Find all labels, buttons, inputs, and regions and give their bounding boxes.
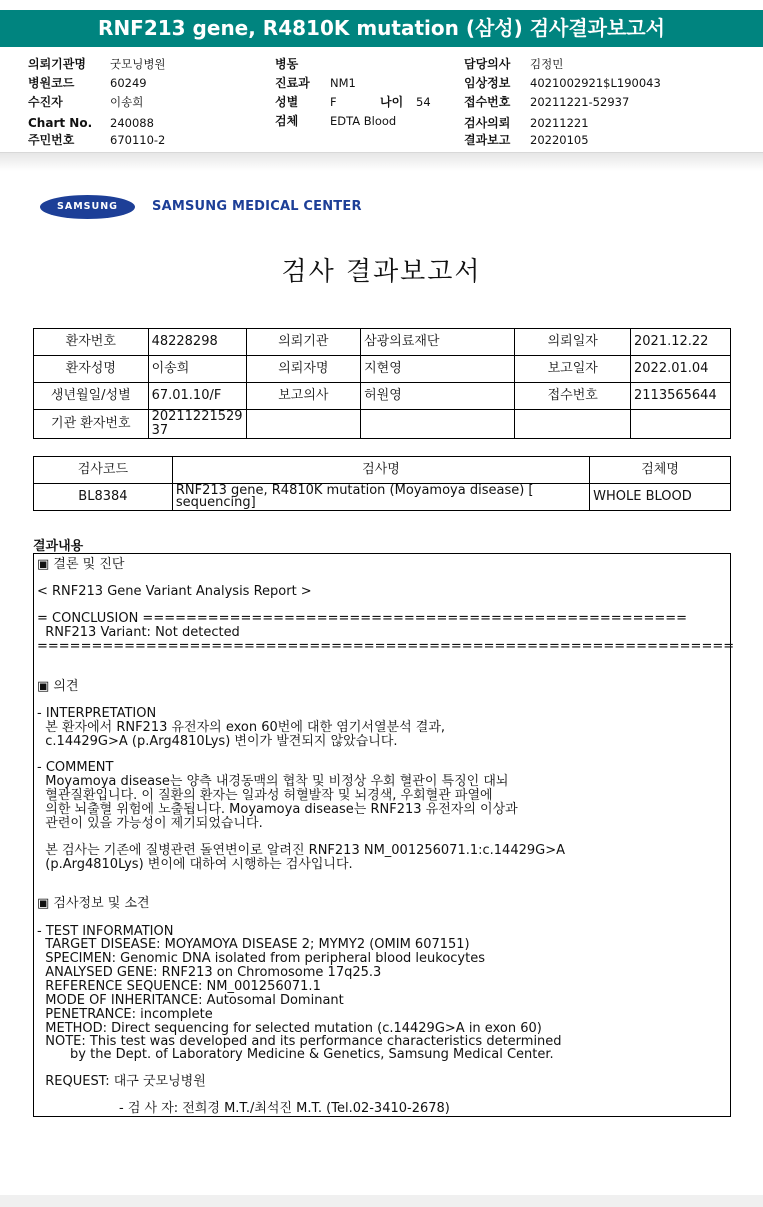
table-row <box>34 410 731 439</box>
table-cell: 의뢰자명 <box>246 356 361 383</box>
table-header: 검사명 <box>172 457 589 484</box>
table-header: 검사코드 <box>34 457 173 484</box>
doctor-label: 담당의사 <box>464 57 511 71</box>
specimen-value: EDTA Blood <box>330 114 397 128</box>
specimen-label: 검체 <box>275 114 299 128</box>
table-cell <box>361 410 515 439</box>
result-line: Moyamoya disease는 양측 내경동맥의 협착 및 비정상 우회 혈관이 특징인 대뇌 <box>37 774 509 789</box>
department-label: 진료과 <box>275 76 310 90</box>
result-line: - INTERPRETATION <box>37 706 157 721</box>
table-row <box>34 383 731 410</box>
clinical-info-value: 4021002921$L190043 <box>530 76 661 90</box>
sex-label: 성별 <box>275 95 299 109</box>
table-cell: 보고의사 <box>246 383 361 410</box>
test-table <box>33 456 731 511</box>
result-line: TARGET DISEASE: MOYAMOYA DISEASE 2; MYMY2 (OMIM 607151) <box>37 937 470 952</box>
document-title: 검사 결과보고서 <box>281 257 482 287</box>
result-line: PENETRANCE: incomplete <box>37 1007 213 1022</box>
table-cell <box>631 410 731 439</box>
ward-label: 병동 <box>275 57 299 71</box>
table-cell: 의뢰기관 <box>246 329 361 356</box>
result-line: 본 환자에서 RNF213 유전자의 exon 60번에 대한 염기서열분석 결과, <box>37 720 446 735</box>
table-cell: 허원영 <box>361 383 515 410</box>
header-shadow <box>0 153 763 171</box>
request-date-label: 검사의뢰 <box>464 116 511 130</box>
table-cell: 생년월일/성별 <box>34 383 149 410</box>
table-cell: 48228298 <box>148 329 246 356</box>
clinical-info-label: 임상정보 <box>464 76 511 90</box>
table-cell: 보고일자 <box>515 356 631 383</box>
result-line: NOTE: This test was developed and its performance characteristics determined <box>37 1034 562 1049</box>
table-cell: 이송희 <box>148 356 246 383</box>
result-line: 혈관질환입니다. 이 질환의 환자는 일과성 허혈발작 및 뇌경색, 우회혈관 파열에 <box>37 788 493 803</box>
table-row <box>34 484 731 511</box>
results-box <box>33 553 735 1117</box>
patient-label: 수진자 <box>28 95 63 109</box>
resident-no-label: 주민번호 <box>28 133 75 147</box>
table-cell: 지현영 <box>361 356 515 383</box>
result-line: MODE OF INHERITANCE: Autosomal Dominant <box>37 993 344 1008</box>
table-cell <box>515 410 631 439</box>
result-line: METHOD: Direct sequencing for selected mutation (c.14429G>A in exon 60) <box>37 1021 542 1036</box>
request-date-value: 20211221 <box>530 116 589 130</box>
table-cell: 환자성명 <box>34 356 149 383</box>
table-row <box>34 329 731 356</box>
table-header: 검체명 <box>590 457 731 484</box>
result-line: = CONCLUSION ================================================== <box>37 611 688 626</box>
result-line: RNF213 Variant: Not detected <box>37 625 240 640</box>
patient-value: 이송희 <box>110 95 144 109</box>
table-cell: 67.01.10/F <box>148 383 246 410</box>
table-cell: 환자번호 <box>34 329 149 356</box>
result-line: < RNF213 Gene Variant Analysis Report > <box>37 584 312 599</box>
result-line: REQUEST: 대구 굿모닝병원 <box>37 1074 206 1089</box>
result-line: - TEST INFORMATION <box>37 924 174 939</box>
receipt-no-value: 20211221-52937 <box>530 95 630 109</box>
department-value: NM1 <box>330 76 356 90</box>
result-line: by the Dept. of Laboratory Medicine & Genetics, Samsung Medical Center. <box>37 1047 554 1062</box>
age-label: 나이 <box>380 95 404 109</box>
table-cell: 2021.12.22 <box>631 329 731 356</box>
age-value: 54 <box>416 95 431 109</box>
table-cell: WHOLE BLOOD <box>590 484 731 511</box>
result-line: REFERENCE SEQUENCE: NM_001256071.1 <box>37 979 321 994</box>
patient-info-table <box>33 328 731 439</box>
result-line: ANALYSED GENE: RNF213 on Chromosome 17q25.3 <box>37 965 382 980</box>
bottom-bar <box>0 1195 763 1207</box>
result-line: 의한 뇌출혈 위험에 노출됩니다. Moyamoya disease는 RNF213 유전자의 이상과 <box>37 802 518 817</box>
result-line: ▣ 결론 및 진단 <box>37 557 125 572</box>
table-cell: 2113565644 <box>631 383 731 410</box>
hospital-code-value: 60249 <box>110 76 147 90</box>
receipt-no-label: 접수번호 <box>464 95 511 109</box>
samsung-logo-text: SAMSUNG <box>57 201 118 212</box>
chart-no-value: 240088 <box>110 116 154 130</box>
doctor-value: 김정민 <box>530 57 564 71</box>
result-line: - 검 사 자: 전희경 M.T./최석진 M.T. (Tel.02-3410-2678) <box>119 1101 450 1116</box>
requester-org-label: 의뢰기관명 <box>28 57 86 71</box>
chart-no-label: Chart No. <box>28 116 93 130</box>
resident-no-value: 670110-2 <box>110 133 166 147</box>
report-date-value: 20220105 <box>530 133 589 147</box>
sex-value: F <box>330 95 337 109</box>
table-cell: BL8384 <box>34 484 173 511</box>
samsung-logo <box>40 195 135 219</box>
result-line: c.14429G>A (p.Arg4810Lys) 변이가 발견되지 않았습니다. <box>37 734 398 749</box>
result-line: - COMMENT <box>37 760 114 775</box>
result-line: SPECIMEN: Genomic DNA isolated from peripheral blood leukocytes <box>37 951 485 966</box>
result-line: ================================================================ <box>37 639 735 654</box>
table-cell: 기관 환자번호 <box>34 410 149 439</box>
table-cell: 2022.01.04 <box>631 356 731 383</box>
result-line: 관련이 있을 가능성이 제기되었습니다. <box>37 816 263 831</box>
requester-org-value: 굿모닝병원 <box>110 57 166 71</box>
result-line: ▣ 검사정보 및 소견 <box>37 896 150 911</box>
report-date-label: 결과보고 <box>464 133 511 147</box>
table-cell: 20211221529 37 <box>148 410 246 439</box>
table-header-row <box>34 457 731 484</box>
result-line: (p.Arg4810Lys) 변이에 대하여 시행하는 검사입니다. <box>37 857 353 872</box>
report-title: RNF213 gene, R4810K mutation (삼성) 검사결과보고서 <box>0 10 763 47</box>
table-cell: 삼광의료재단 <box>361 329 515 356</box>
table-row <box>34 356 731 383</box>
result-line: ▣ 의견 <box>37 679 79 694</box>
table-cell <box>246 410 361 439</box>
table-cell: 접수번호 <box>515 383 631 410</box>
hospital-code-label: 병원코드 <box>28 76 75 90</box>
medical-center-name: SAMSUNG MEDICAL CENTER <box>152 199 362 214</box>
table-cell: RNF213 gene, R4810K mutation (Moyamoya disease) [ sequencing] <box>172 484 589 511</box>
result-line: 본 검사는 기존에 질병관련 돌연변이로 알려진 RNF213 NM_001256071.1:c.14429G>A <box>37 843 565 858</box>
results-section-label: 결과내용 <box>33 539 84 554</box>
table-cell: 의뢰일자 <box>515 329 631 356</box>
